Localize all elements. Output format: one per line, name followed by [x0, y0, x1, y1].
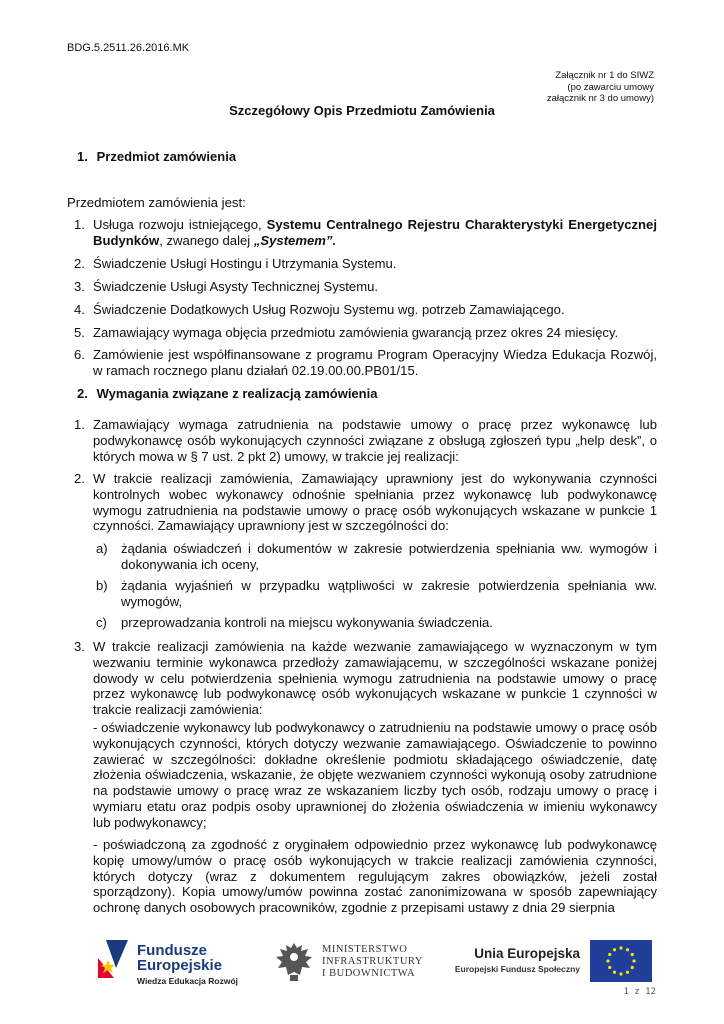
- paragraph: - oświadczenie wykonawcy lub podwykonawcy o zatrudnieniu na podstawie umowy o pracę osób wykonujących czynności, których dotyczy wezwanie zamawiającego. Oświadczenie to powinno zawierać w szczególności: dokładne określenie podmiotu składającego oświadczenie, datę złożenia oświadczenia, wskazanie, że objęte wezwaniem czynności wykonują osoby zatrudnione na podstawie umowy o pracę wraz ze wskazaniem liczby tych osób, rodzaju umowy o pracę i wymiaru etatu oraz podpis osoby uprawnionej do złożenia oświadczenia w imieniu wykonawcy lub podwykonawcy;: [93, 720, 657, 830]
- section-1-heading: [77, 149, 236, 164]
- list-item: [74, 302, 657, 318]
- paragraph: - poświadczoną za zgodność z oryginałem odpowiednio przez wykonawcę lub podwykonawcę kopię umowy/umów o pracę osób wykonujących w trakcie realizacji zamówienia czynności, których dotyczy (wraz z dokumentem regulującym zakres obowiązków, jeżeli został sporządzony). Kopia umowy/umów powinna zostać zanonimizowana w sposób zapewniający ochronę danych osobowych pracowników, zgodnie z przepisami ustawy z dnia 29 sierpnia: [93, 837, 657, 916]
- item-text: Świadczenie Usługi Hostingu i Utrzymania Systemu.: [93, 256, 397, 271]
- item-number: 5.: [74, 325, 85, 340]
- sub-item-letter: c): [96, 615, 107, 630]
- eu-star-icon: [631, 953, 634, 956]
- section-title: Przedmiot zamówienia: [96, 149, 237, 164]
- eu-star-icon: [632, 959, 635, 962]
- ministry-line: INFRASTRUKTURY: [322, 956, 423, 967]
- footer-logos: [0, 933, 724, 993]
- fe-line: Fundusze: [137, 942, 207, 959]
- sub-item-text: żądania oświadczeń i dokumentów w zakresie potwierdzenia spełniania ww. wymogów i dokonywania ich oceny,: [121, 541, 657, 572]
- item-number: 2.: [74, 471, 85, 486]
- sub-list-item: [96, 578, 657, 610]
- list-item: [74, 639, 657, 718]
- list-item: [74, 471, 657, 534]
- list-item: [74, 325, 657, 341]
- annex-line: (po zawarciu umowy: [567, 81, 654, 93]
- list-item: [74, 217, 657, 249]
- annex-line: załącznik nr 3 do umowy): [546, 93, 654, 104]
- eagle-emblem-icon: [274, 939, 314, 983]
- document-reference: BDG.5.2511.26.2016.MK: [67, 42, 190, 54]
- eu-star-icon: [626, 948, 629, 951]
- item-text: Świadczenie Usługi Asysty Technicznej Systemu.: [93, 279, 379, 294]
- item-number: 3.: [74, 639, 85, 654]
- eu-star-icon: [626, 971, 629, 974]
- section-title: Wymagania związane z realizacją zamówienia: [96, 386, 378, 401]
- item-number: 4.: [74, 302, 85, 317]
- system-alias: „Systemem”.: [253, 232, 337, 248]
- annex-line: Załącznik nr 1 do SIWZ: [555, 70, 654, 81]
- fe-program: Wiedza Edukacja Rozwój: [137, 976, 238, 986]
- item-number: 3.: [74, 279, 85, 294]
- fe-stars-icon: [96, 938, 130, 982]
- section-2-heading: [77, 386, 377, 401]
- item-text: W trakcie realizacji zamówienia na każde wezwanie zamawiającego w wyznaczonym w tym wezwaniu terminie wykonawca przedłoży zamawiającemu, w szczególności wskazane poniżej dowody w celu potwierdzenia spełnienia wymogu zatrudnienia na podstawie umowy o pracę przez wykonawcę lub podwykonawcę osób wykonujących wskazane w punkcie 1 czynności w trakcie realizacji zamówienia:: [93, 639, 657, 718]
- eu-star-icon: [613, 948, 616, 951]
- item-number: 1.: [74, 417, 85, 432]
- item-number: 2.: [74, 256, 85, 271]
- annex-note: [547, 70, 654, 105]
- document-title: Szczegółowy Opis Przedmiotu Zamówienia: [229, 103, 495, 118]
- ministry-line: I BUDOWNICTWA: [322, 968, 416, 979]
- item-text: , zwanego dalej: [159, 232, 254, 248]
- ministry-line: MINISTERSTWO: [322, 944, 408, 955]
- eu-star-icon: [608, 966, 611, 969]
- ministry-logo-text: [322, 944, 423, 980]
- eu-star-icon: [631, 966, 634, 969]
- item-text: Usługa rozwoju istniejącego,: [93, 217, 267, 232]
- item-text: Zamawiający wymaga objęcia przedmiotu zamówienia gwarancją przez okres 24 miesięcy.: [93, 325, 619, 340]
- list-item: [74, 417, 657, 464]
- eu-star-icon: [619, 946, 622, 949]
- section-number: 1.: [77, 149, 88, 164]
- fe-line: Europejskie: [137, 957, 223, 974]
- eu-flag-icon: [590, 940, 652, 982]
- sub-item-letter: b): [96, 578, 108, 593]
- list-item: [74, 279, 657, 295]
- eu-title: Unia Europejska: [474, 946, 580, 961]
- eu-logo-text: [452, 946, 580, 974]
- section-1-intro: Przedmiotem zamówienia jest:: [67, 195, 246, 210]
- eu-star-icon: [608, 953, 611, 956]
- list-item: [74, 347, 657, 379]
- sub-list-item: [96, 615, 657, 631]
- eu-fund: Europejski Fundusz Społeczny: [454, 964, 580, 974]
- item-number: 6.: [74, 347, 85, 362]
- eu-star-icon: [606, 959, 609, 962]
- item-text: W trakcie realizacji zamówienia, Zamawiający uprawniony jest do wykonywania czynności kontrolnych wobec wykonawcy odnośnie spełniania przez wykonawcę lub podwykonawcę wymogu zatrudnienia na podstawie umowy o pracę osób wykonujących wskazane w punkcie 1 czynności. Zamawiający uprawniony jest w szczególności do:: [93, 471, 657, 534]
- list-item: [74, 256, 657, 272]
- item-text: Zamawiający wymaga zatrudnienia na podstawie umowy o pracę przez wykonawcę lub podwykonawcę osób wykonujących czynności związane z obsługą zgłoszeń typu „help desk”, o których mowa w § 7 ust. 2 pkt 2) umowy, w trakcie jej realizacji:: [93, 417, 657, 464]
- page-number: 1 z 12: [623, 987, 656, 997]
- system-name: Systemu Centralnego Rejestru Charakterystyki Energetycznej Budynków: [93, 217, 657, 248]
- item-number: 1.: [74, 217, 85, 232]
- sub-item-letter: a): [96, 541, 108, 556]
- sub-item-text: przeprowadzania kontroli na miejscu wykonywania świadczenia.: [121, 615, 493, 630]
- item-text: Świadczenie Dodatkowych Usług Rozwoju Systemu wg. potrzeb Zamawiającego.: [93, 302, 565, 317]
- sub-item-text: żądania wyjaśnień w przypadku wątpliwości w zakresie potwierdzenia spełniania ww. wymogów,: [121, 578, 657, 609]
- eu-star-icon: [613, 971, 616, 974]
- fe-logo-text: [137, 943, 238, 986]
- eu-star-icon: [619, 972, 622, 975]
- item-text: Zamówienie jest współfinansowane z programu Program Operacyjny Wiedza Edukacja Rozwój, w ramach rocznego planu działań 02.19.00.00.PB01/15.: [93, 347, 657, 378]
- sub-list-item: [96, 541, 657, 573]
- section-number: 2.: [77, 386, 88, 401]
